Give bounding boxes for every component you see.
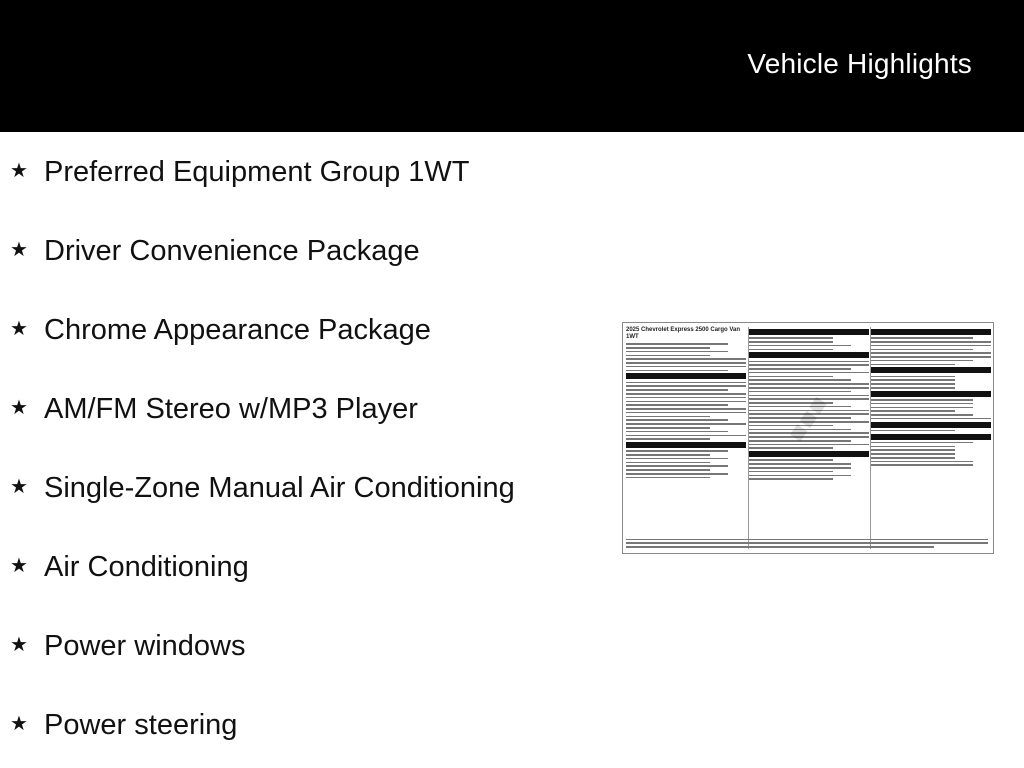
highlight-text: Single-Zone Manual Air Conditioning	[44, 472, 515, 504]
star-icon: ★	[10, 634, 28, 656]
page-title: Vehicle Highlights	[747, 48, 972, 79]
window-sticker-image	[622, 322, 994, 554]
sticker-watermark-graphic: ■■■	[780, 389, 835, 448]
highlight-item	[10, 308, 515, 387]
sticker-footer	[626, 536, 988, 550]
sticker-column	[626, 327, 746, 549]
highlight-item	[10, 387, 515, 466]
highlight-text: Power steering	[44, 709, 238, 741]
star-icon: ★	[10, 160, 28, 182]
sticker-column	[870, 327, 991, 549]
highlight-text: Preferred Equipment Group 1WT	[44, 156, 470, 188]
highlight-text: Power windows	[44, 630, 246, 662]
highlight-text: Chrome Appearance Package	[44, 314, 431, 346]
highlight-text: AM/FM Stereo w/MP3 Player	[44, 393, 418, 425]
star-icon: ★	[10, 239, 28, 261]
highlight-item	[10, 150, 515, 229]
header-bar	[0, 0, 1024, 132]
highlight-item	[10, 229, 515, 308]
highlight-item	[10, 545, 515, 624]
highlights-list	[10, 150, 515, 768]
star-icon: ★	[10, 555, 28, 577]
highlight-item	[10, 466, 515, 545]
highlight-item	[10, 624, 515, 703]
highlight-item	[10, 703, 515, 768]
sticker-title: 2025 Chevrolet Express 2500 Cargo Van 1WT	[626, 327, 741, 340]
star-icon: ★	[10, 397, 28, 419]
highlight-text: Driver Convenience Package	[44, 235, 420, 267]
star-icon: ★	[10, 713, 28, 735]
star-icon: ★	[10, 476, 28, 498]
star-icon: ★	[10, 318, 28, 340]
highlight-text: Air Conditioning	[44, 551, 249, 583]
